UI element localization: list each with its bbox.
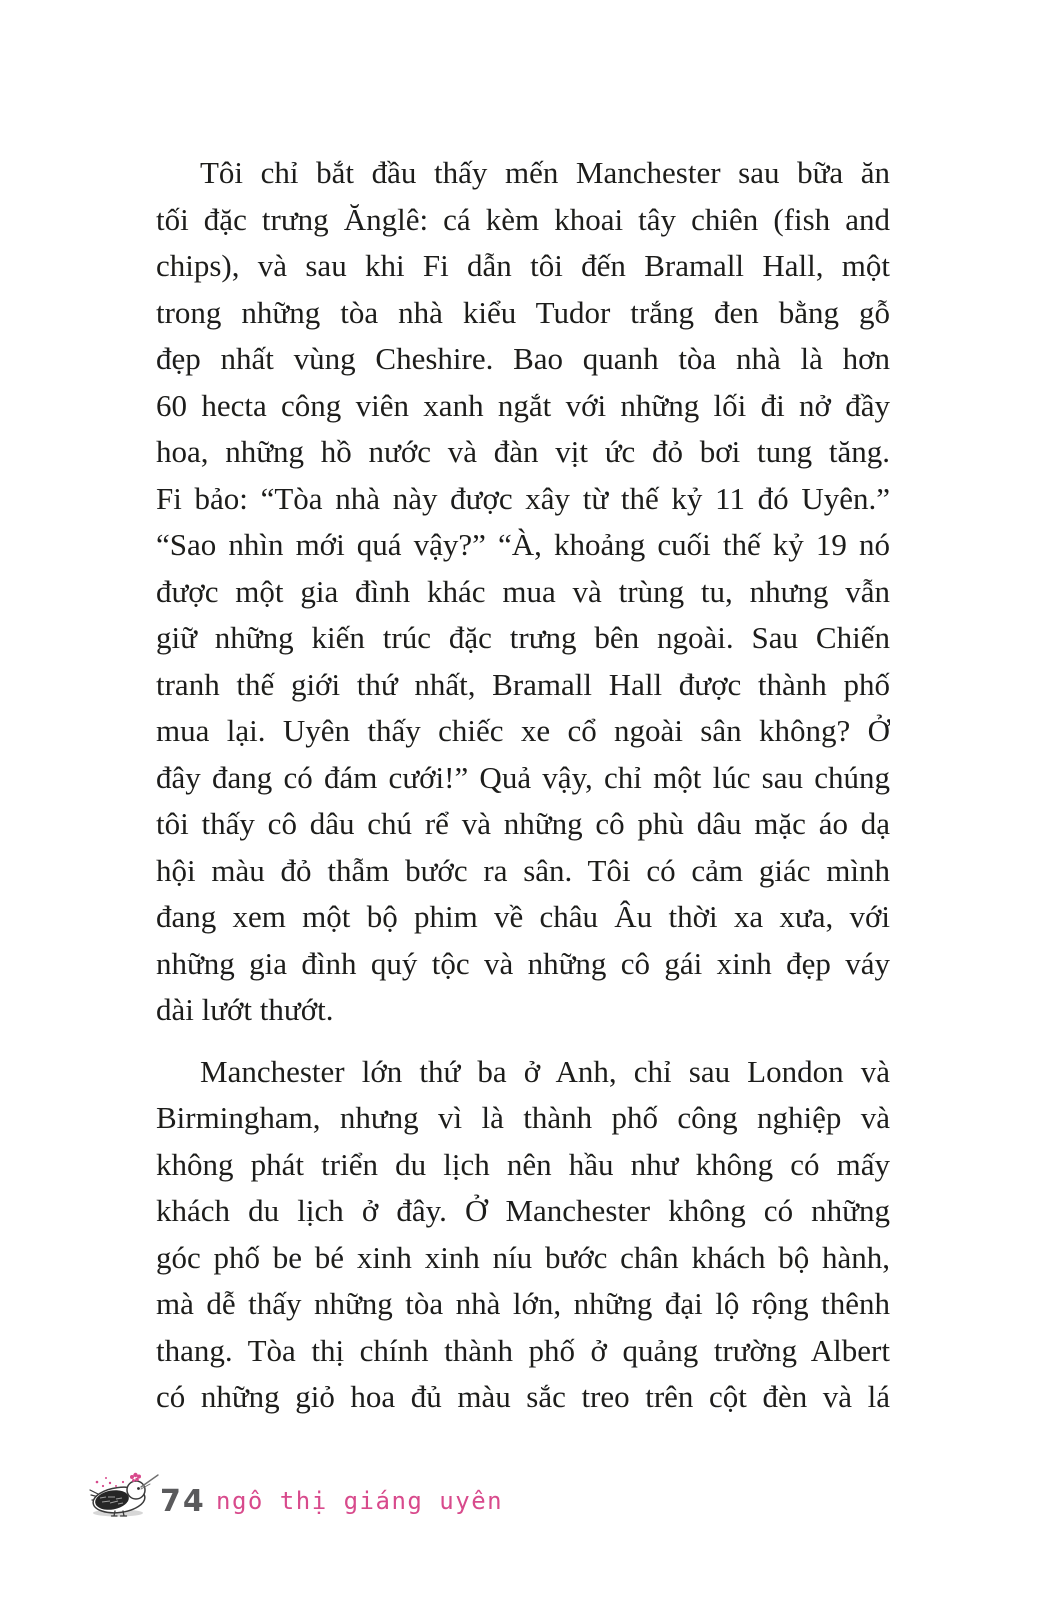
paragraph-1 xyxy=(156,150,890,1034)
text-line: đây đang có đám cưới!” Quả vậy, chỉ một lúc sau chúng xyxy=(156,759,890,795)
text-line: có những giỏ hoa đủ màu sắc treo trên cột đèn và lá xyxy=(156,1379,890,1414)
author-name: ngô thị giáng uyên xyxy=(216,1487,504,1515)
text-line: góc phố be bé xinh xinh níu bước chân khách bộ hành, xyxy=(156,1239,890,1275)
page-footer xyxy=(0,1460,1048,1530)
page-number: 74 xyxy=(160,1484,206,1519)
text-line: “Sao nhìn mới quá vậy?” “À, khoảng cuối thế kỷ 19 nó xyxy=(156,527,890,562)
text-line: Manchester lớn thứ ba ở Anh, chỉ sau London và xyxy=(200,1053,890,1089)
text-line: hội màu đỏ thẫm bước ra sân. Tôi có cảm giác mình xyxy=(156,852,890,888)
text-line: đang xem một bộ phim về châu Âu thời xa xưa, với xyxy=(156,899,890,934)
body-text xyxy=(156,150,890,1421)
text-line: tranh thế giới thứ nhất, Bramall Hall được thành phố xyxy=(156,666,890,702)
text-line: hoa, những hồ nước và đàn vịt ức đỏ bơi tung tăng. xyxy=(156,434,890,469)
text-line: thang. Tòa thị chính thành phố ở quảng trường Albert xyxy=(156,1332,890,1368)
text-line: không phát triển du lịch nên hầu như không có mấy xyxy=(156,1146,890,1182)
paragraph-2 xyxy=(156,1049,890,1421)
text-line: đẹp nhất vùng Cheshire. Bao quanh tòa nhà là hơn xyxy=(156,341,890,376)
text-line: dài lướt thướt. xyxy=(156,992,334,1027)
text-line: tối đặc trưng Ănglê: cá kèm khoai tây chiên (fish and xyxy=(156,201,890,237)
text-line: 60 hecta công viên xanh ngắt với những lối đi nở đầy xyxy=(156,387,890,423)
text-line: mua lại. Uyên thấy chiếc xe cổ ngoài sân không? Ở xyxy=(156,713,890,748)
text-line: Birmingham, nhưng vì là thành phố công nghiệp và xyxy=(156,1100,890,1135)
text-line: những gia đình quý tộc và những cô gái xinh đẹp váy xyxy=(156,945,890,981)
text-line: tôi thấy cô dâu chú rể và những cô phù dâu mặc áo dạ xyxy=(156,806,890,841)
text-line: Fi bảo: “Tòa nhà này được xây từ thế kỷ 11 đó Uyên.” xyxy=(156,480,890,516)
text-line: được một gia đình khác mua và trùng tu, nhưng vẫn xyxy=(156,573,890,609)
bird-icon xyxy=(88,1462,160,1518)
text-line: mà dễ thấy những tòa nhà lớn, những đại lộ rộng thênh xyxy=(156,1286,890,1321)
text-line: giữ những kiến trúc đặc trưng bên ngoài. Sau Chiến xyxy=(156,620,890,655)
text-line: trong những tòa nhà kiểu Tudor trắng đen bằng gỗ xyxy=(156,294,890,330)
text-line: chips), và sau khi Fi dẫn tôi đến Bramall Hall, một xyxy=(156,248,890,283)
text-line: khách du lịch ở đây. Ở Manchester không có những xyxy=(156,1193,890,1228)
text-line: Tôi chỉ bắt đầu thấy mến Manchester sau bữa ăn xyxy=(200,155,890,190)
